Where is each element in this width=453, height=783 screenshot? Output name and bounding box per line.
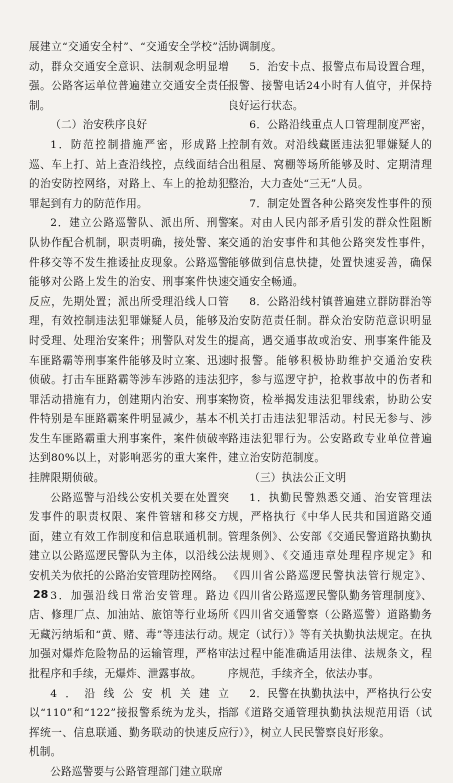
paragraph: 6．公路沿线重点人口管理制度严密，控制有效。对沿线藏匿违法犯罪嫌疑人的出租屋、窝棚等场所能够及时、定期清理整治，大力查处“三无”人员。 [228, 119, 432, 191]
right-column [228, 38, 432, 743]
section-heading: （三）执法公正文明 [249, 472, 347, 485]
paragraph: 2．民警在执勤执法中，严格执行公安部《道路交通管理执勤执法规范用语（试行）》，树立人民民警察良好形象。 [228, 687, 432, 739]
page-number: 28 [33, 588, 49, 601]
paragraph: 8．公路沿线村镇普遍建立群防群治等治安防范责任制。群众治安防范意识明显提高，遇交通事故或治安、刑事案件能及时报警。能够积极协助维护交通治安秩序，参与巡逻守护，抢救事故中的伤者和物资，检举揭发违法犯罪线索，协助公安机关打击违法犯罪活动。村民无参与、涉路违法犯罪行为。公安路政专业单位普遍建立治安防范制度。 [228, 295, 432, 465]
paragraph: 2．建立公路巡警队、派出所、刑警队协作配合机制，职责明确，接处警、案件移交等不发生推诿扯皮现象。公路巡警能够对公路上发生的治安、刑事案件快速反应，先期处置；派出所受理沿线人口管理，有效控制违法犯罪嫌疑人员，能够及时受理、处理治安案件；刑警队对发生的车匪路霸等刑事案件能够及时立案、迅速侦破。打击车匪路霸等涉车涉路的违法犯罪活动措施有力，创建期内治安、刑事案件特别是车匪路霸案件明显减少，基本不发生车匪路霸重大刑事案件，案件侦破率达到80%以上，对影响恶劣的重大案件，挂牌限期侦破。 [29, 217, 229, 485]
paragraph: 1．执勤民警熟悉交通、治安管理法规，严格执行《中华人民共和国道路交通管理条例》、公安部《交通民警道路执勤执法规则》、《交通违章处理程序规定》和《四川省公路巡逻民警执法管行规定》、《四川省公路巡逻民警队勤务管理制度》、《四川省交通警察（公路巡警）道路勤务规定（试行）》等有关执勤执法规定。在执法过程中能准确适用法律、法规条文，程序规范，手续齐全，依法办事。 [228, 491, 432, 680]
paragraph: 1．防范控制措施严密，形成路上巡、车上打、站上查沿线控，点线面结合的治安防控网络，对路上、车上的抢劫犯罪起到有力的防范作用。 [29, 138, 229, 210]
paragraph: 7．制定处置各种公路突发性事件的预案。对由人民内部矛盾引发的群众性阻断交通的治安事件和其他公路突发性事件，能够做到信息快捷，处置快速妥善，确保交通安全畅通。 [228, 197, 432, 289]
section-heading: （二）治安秩序良好 [50, 119, 148, 132]
paragraph: 4．沿线公安机关建立以“110”和“122”接报警系统为龙头，指挥统一、信息联通、勤务联动的快速反应机制。 [29, 687, 229, 759]
paragraph: 3．加强沿线日常治安管理。路边店、修理厂点、加油站、旅馆等行业场所无藏污纳垢和“黄、赌、毒”等违法行动。加强对爆炸危险物品的运输管理，严格审批程序和手续，无爆炸、泄露事故。 [29, 589, 229, 680]
paragraph: 公路巡警要与公路管理部门建立联席 [50, 765, 223, 778]
left-column [29, 38, 229, 783]
paragraph: 展建立“交通安全村”、“交通安全学校”活动，群众交通安全意识、法制观念明显增强。公路客运单位普遍建立交通安全责任制。 [29, 41, 229, 112]
paragraph: 协调制度。 [228, 41, 282, 53]
paragraph: 5．治安卡点、报警点布局设置合理，报警、接警电话24小时有人值守，并保持良好运行状态。 [228, 60, 432, 112]
paragraph: 公路巡警与沿线公安机关要在处置突发事件的职责权限、案件管辖和移交方面，建立有效工作制度和信息联通机制。建立以公路巡逻民警队为主体，以沿线公安机关为依托的公路治安管理防控网络。 [29, 491, 229, 583]
